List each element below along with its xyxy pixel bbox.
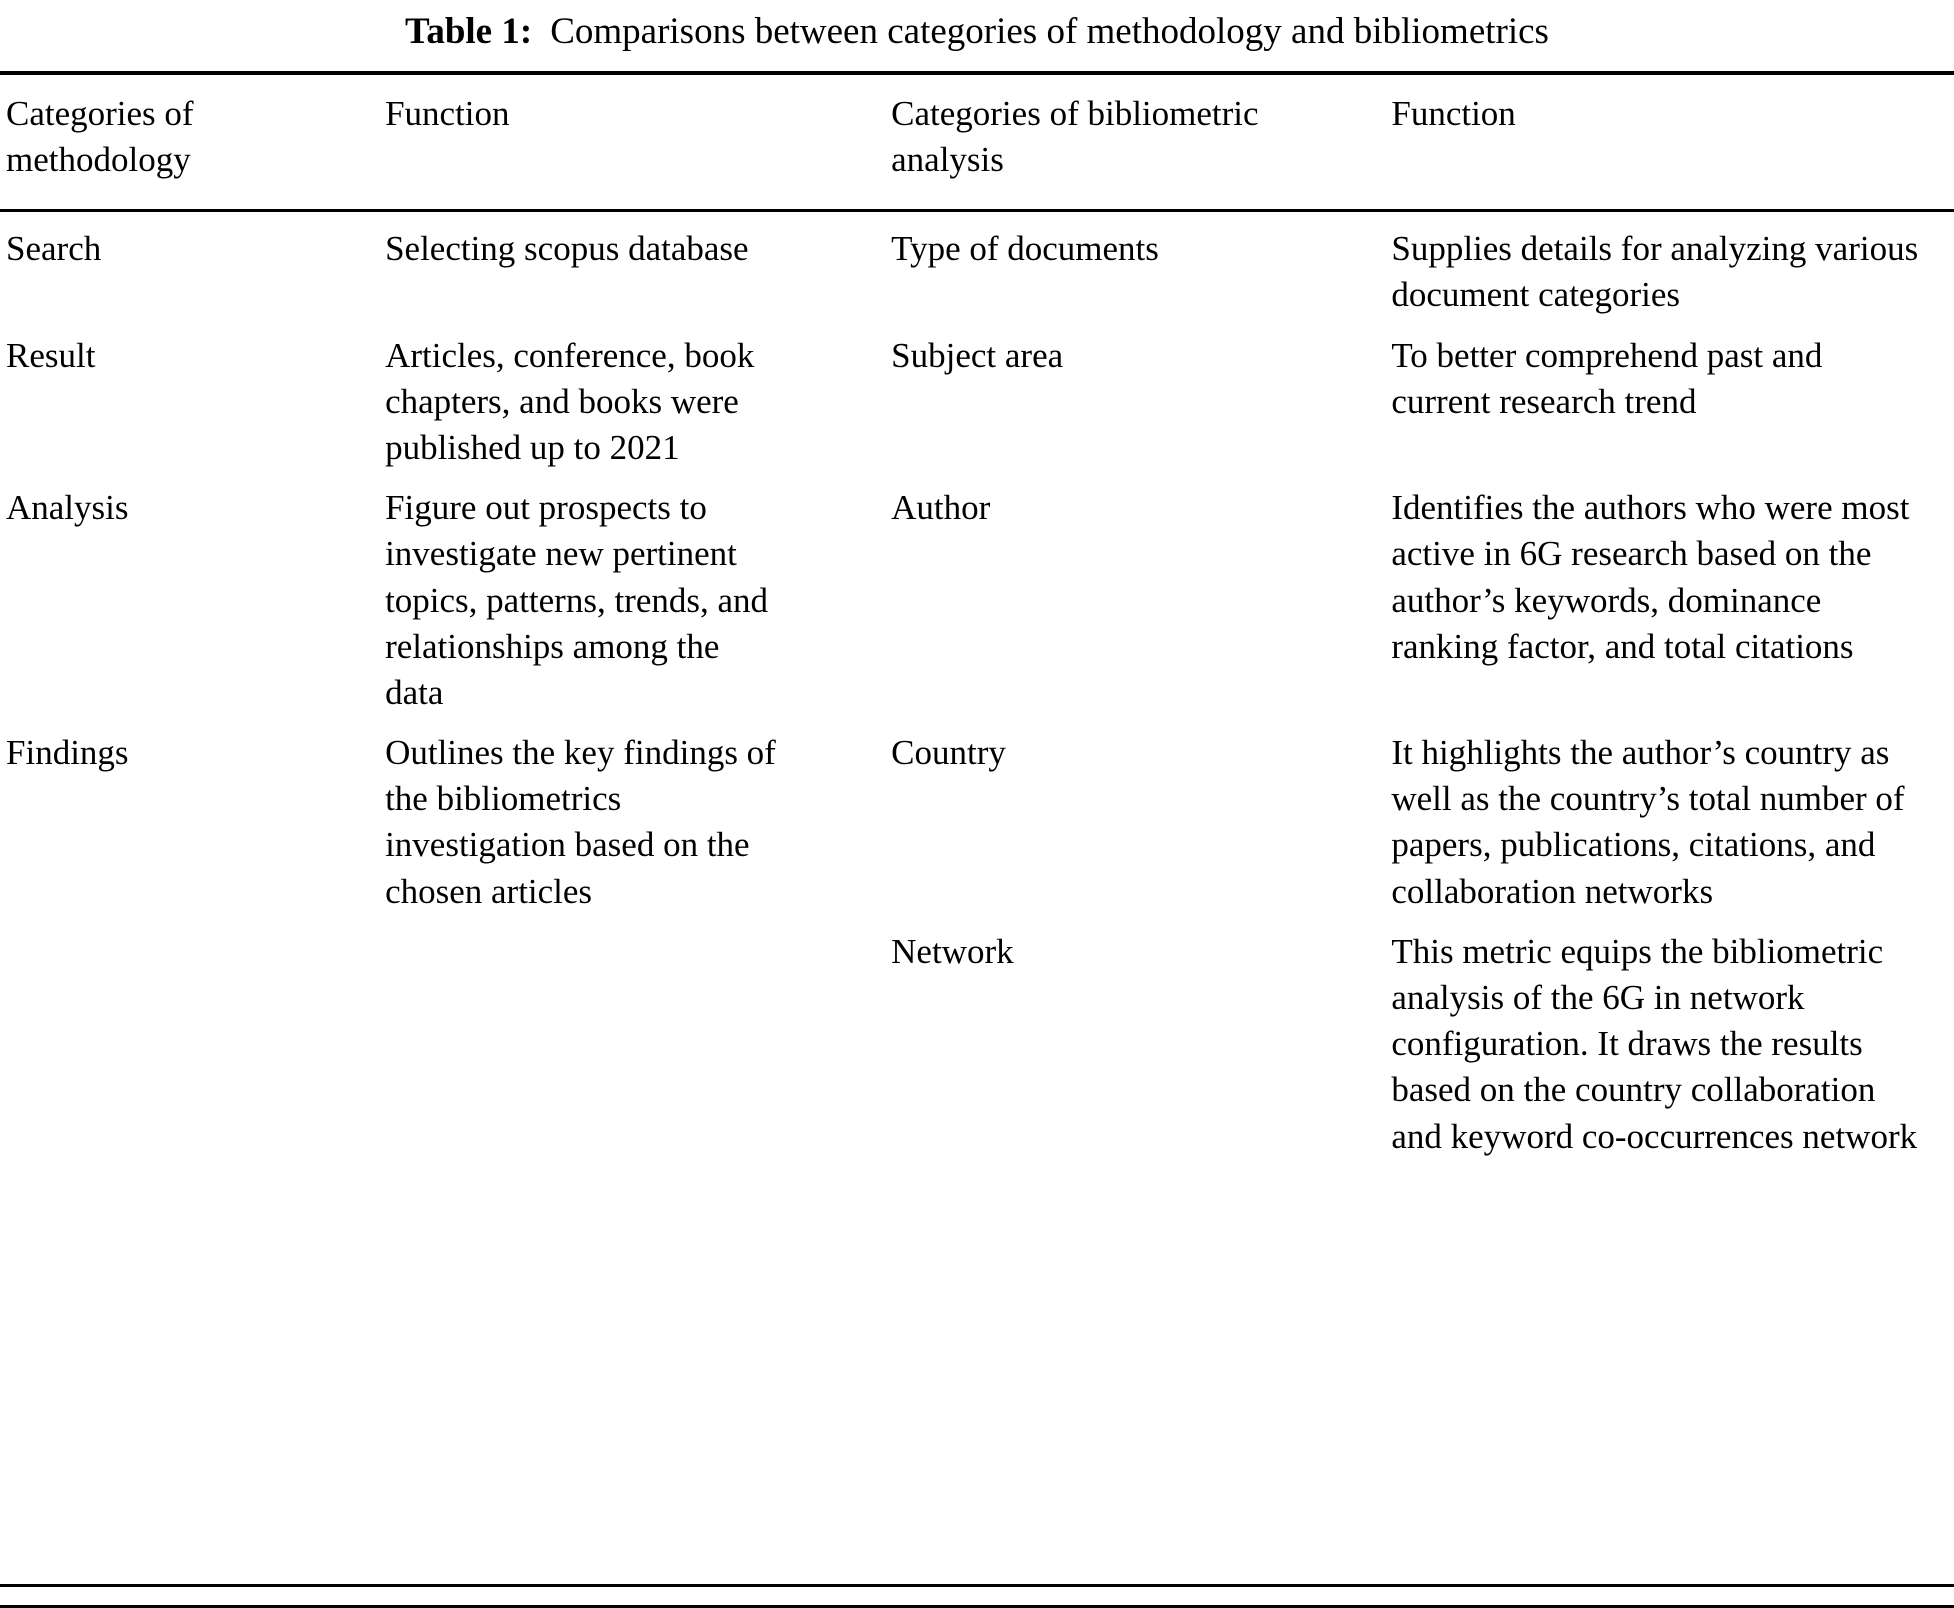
column-header-methodology: Categories of methodology — [6, 93, 194, 180]
table-cell: Network — [891, 931, 1014, 971]
column-header-function-1: Function — [385, 93, 510, 133]
bottom-double-rule — [0, 1584, 1954, 1608]
table-caption — [0, 0, 1954, 71]
table-row-result — [0, 326, 1954, 479]
column-header-function-2: Function — [1391, 93, 1516, 133]
table-row-search — [0, 211, 1954, 326]
table-cell: It highlights the author’s country as well as the country’s total number of papers, publications, citations, and collaboration networks — [1391, 733, 1905, 911]
table-cell: Country — [891, 733, 1006, 773]
table-cell: To better comprehend past and current research trend — [1391, 335, 1823, 421]
column-header-bibliometric: Categories of bibliometric analysis — [891, 93, 1259, 180]
comparison-table — [0, 75, 1954, 1167]
header-row — [0, 75, 1954, 211]
table-caption-text: Comparisons between categories of methodology and bibliometrics — [550, 11, 1549, 52]
table-row-analysis — [0, 478, 1954, 723]
table-cell: This metric equips the bibliometric analysis of the 6G in network configuration. It draws the results based on the country collaboration and keyword co-occurrences network — [1391, 931, 1918, 1156]
table-cell: Identifies the authors who were most active in 6G research based on the author’s keywords, dominance ranking factor, and total citations — [1391, 488, 1910, 666]
table-cell: Result — [6, 335, 96, 375]
table-cell: Subject area — [891, 335, 1064, 375]
table-cell — [379, 922, 885, 1167]
table-cell: Outlines the key findings of the bibliometrics investigation based on the chosen articles — [385, 733, 776, 911]
table-row-network — [0, 922, 1954, 1167]
table-cell: Supplies details for analyzing various document categories — [1391, 229, 1919, 315]
table-cell — [0, 922, 379, 1167]
table-cell: Search — [6, 229, 102, 269]
table-cell: Author — [891, 488, 991, 528]
table-cell: Figure out prospects to investigate new pertinent topics, patterns, trends, and relationships among the data — [385, 488, 769, 712]
table-cell: Findings — [6, 733, 129, 773]
table-cell: Articles, conference, book chapters, and books were published up to 2021 — [385, 335, 755, 467]
table-cell: Type of documents — [891, 229, 1159, 269]
table-row-findings — [0, 723, 1954, 922]
table-cell: Analysis — [6, 488, 129, 528]
table-caption-label: Table 1: — [405, 11, 533, 52]
table-cell: Selecting scopus database — [385, 229, 749, 269]
